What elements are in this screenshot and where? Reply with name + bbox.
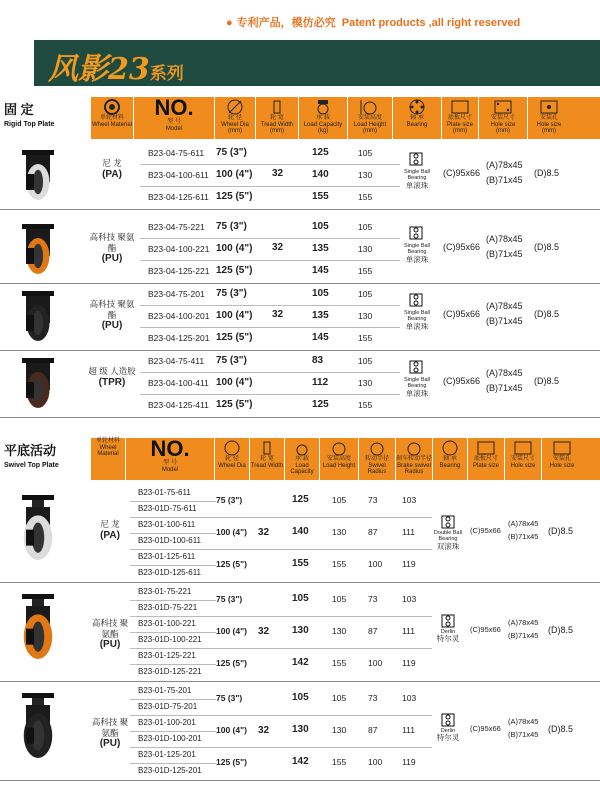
row-divider	[130, 549, 216, 550]
tread-width-icon	[266, 99, 288, 115]
model-number: B23-04-125-221	[148, 266, 210, 276]
material-label	[90, 618, 130, 652]
wheel-diameter: 75 (3")	[216, 221, 247, 232]
load-height: 105	[358, 222, 373, 232]
row-divider	[140, 327, 400, 328]
plate-size-icon	[475, 440, 497, 456]
swivel-radius: 87	[368, 626, 378, 636]
load-capacity: 140	[292, 526, 309, 537]
row-divider	[140, 238, 400, 239]
bearing-en: Single Ball Bearing	[404, 169, 430, 182]
material-name: 高科技 聚氨酯	[89, 299, 135, 320]
load-capacity: 105	[312, 221, 329, 232]
row-divider	[130, 600, 216, 601]
swivel-radius: 87	[368, 725, 378, 735]
row-divider	[130, 763, 216, 764]
swivel-radius: 100	[368, 658, 383, 668]
hole-size-b: (B)71x45	[486, 316, 523, 326]
swivel-header: 平底活动 Swivel Top Plate 单轮材料 Wheel Material NO. 型 号 Model 轮 径 Wheel Dia 轮 宽 Tread Width 承 载 Load Capacity 安装高度 Load Height 转动半径 Swivel Radius 刹车转动半径 Brake swivel Radius 轴 承 Bearing 底板尺寸 Plate size 安装尺寸 Hole size 安装孔 Hole size	[0, 438, 600, 480]
hole-size-a: (A)78x45	[508, 618, 539, 627]
wheel-diameter: 125 (5")	[216, 265, 253, 276]
model-number: B23-04-100-611	[148, 170, 209, 180]
row-divider	[130, 501, 216, 502]
tread-width-icon	[256, 440, 278, 456]
series-title: 风影23系列	[48, 52, 184, 87]
wheel-diameter: 75 (3")	[216, 355, 247, 366]
material-code: (PA)	[100, 529, 120, 541]
bearing-icon	[408, 360, 424, 374]
row-divider	[140, 305, 400, 306]
hole-size-b: (B)71x45	[508, 532, 539, 541]
load-height: 130	[332, 725, 347, 735]
row-divider	[216, 747, 432, 748]
model-number: B23-01D-125-201	[138, 766, 202, 775]
brake-radius: 111	[402, 527, 415, 537]
load-height: 130	[358, 244, 373, 254]
wheel-diameter: 75 (3")	[216, 495, 243, 505]
swivel-radius: 100	[368, 757, 383, 767]
row-divider	[130, 517, 216, 518]
bearing-cn: 双滚珠	[436, 541, 460, 551]
model-number: B23-01-125-221	[138, 651, 196, 660]
load-capacity: 155	[292, 558, 309, 569]
row-divider	[130, 632, 216, 633]
load-height: 155	[358, 400, 373, 410]
swivel-radius: 100	[368, 559, 383, 569]
bearing-icon	[408, 226, 424, 240]
wheel-diameter: 125 (5")	[216, 399, 253, 410]
model-number: B23-04-125-611	[148, 192, 209, 202]
load-height: 155	[358, 333, 373, 343]
material-code: (PA)	[102, 168, 122, 180]
wheel-dia-icon	[224, 99, 246, 115]
tread-width: 32	[272, 168, 284, 179]
bearing-cn: 单滚珠	[405, 180, 429, 190]
row-divider	[216, 648, 432, 649]
row-divider	[130, 664, 216, 665]
caster-image	[8, 691, 68, 763]
swivel-radius: 73	[368, 594, 378, 604]
plate-size: (C)95x66	[443, 309, 481, 319]
load-height: 130	[358, 378, 373, 388]
load-capacity: 112	[312, 377, 329, 388]
row-divider	[140, 164, 400, 165]
hole-size-b: (B)71x45	[486, 175, 523, 185]
load-height: 105	[358, 356, 373, 366]
load-capacity: 105	[312, 288, 329, 299]
bolt-hole: (D)8.5	[548, 526, 574, 536]
bearing-type	[394, 377, 440, 398]
group-divider	[0, 417, 600, 418]
model-number: B23-01D-125-221	[138, 667, 202, 676]
wheel-diameter: 75 (3")	[216, 693, 243, 703]
tread-width: 32	[258, 725, 270, 736]
model-number: B23-04-75-411	[148, 356, 205, 366]
bolt-hole: (D)8.5	[534, 168, 560, 178]
row-divider	[130, 616, 216, 617]
load-icon	[312, 99, 334, 115]
hole-size-a: (A)78x45	[486, 301, 523, 311]
plate-size: (C)95x66	[470, 625, 501, 634]
load-capacity: 125	[292, 494, 309, 505]
model-number: B23-01-100-201	[138, 718, 196, 727]
brake-radius: 103	[402, 495, 417, 505]
hole-size-b: (B)71x45	[486, 249, 523, 259]
swivel-radius: 73	[368, 495, 378, 505]
bearing-en: Derlin	[440, 629, 456, 635]
material-code: (PU)	[99, 738, 121, 750]
bolt-hole-icon	[538, 99, 560, 115]
wheel-material-icon	[101, 99, 123, 115]
group-divider	[0, 283, 600, 284]
load-capacity: 125	[312, 399, 329, 410]
wheel-diameter: 75 (3")	[216, 147, 247, 158]
plate-size: (C)95x66	[443, 242, 481, 252]
plate-size: (C)95x66	[470, 526, 501, 535]
plate-size: (C)95x66	[443, 376, 481, 386]
model-number: B23-01D-100-611	[138, 536, 202, 545]
hole-size-a: (A)78x45	[486, 368, 523, 378]
bolt-hole: (D)8.5	[548, 625, 574, 635]
model-number: B23-04-125-411	[148, 400, 209, 410]
load-capacity: 125	[312, 147, 329, 158]
row-divider	[140, 394, 400, 395]
bearing-en: Derlin	[440, 728, 456, 734]
wheel-dia-icon	[221, 440, 243, 456]
brake-radius: 111	[402, 725, 415, 735]
row-divider	[216, 549, 432, 550]
load-height: 155	[358, 192, 373, 202]
bolt-hole-icon	[551, 440, 573, 456]
model-number: B23-04-75-201	[148, 289, 205, 299]
height-icon	[359, 99, 381, 115]
material-name: 尼 龙	[100, 519, 120, 529]
material-code: (PU)	[99, 639, 121, 651]
wheel-diameter: 100 (4")	[216, 310, 253, 321]
load-height: 155	[332, 658, 347, 668]
wheel-diameter: 125 (5")	[216, 191, 253, 202]
row-divider	[140, 186, 400, 187]
material-name: 高科技 聚氨酯	[91, 717, 129, 738]
bearing-icon	[440, 713, 456, 727]
load-capacity: 155	[312, 191, 329, 202]
bearing-en: Single Ball Bearing	[404, 310, 430, 323]
load-icon	[291, 440, 313, 456]
patent-note: ● 专利产品，模仿必究 Patent products ,all right reserved	[226, 17, 521, 29]
load-capacity: 105	[292, 692, 309, 703]
load-capacity: 130	[292, 625, 309, 636]
hole-size-a: (A)78x45	[486, 234, 523, 244]
wheel-diameter: 100 (4")	[216, 626, 247, 636]
load-height: 105	[358, 148, 373, 158]
plate-size-icon	[449, 99, 471, 115]
rigid-header: 固 定 Rigid Top Plate 单轮材料 Wheel Material NO. 型 号 Model 轮 径 Wheel Dia (mm) 轮 宽 Tread Width (mm) 承 载 Load Capacity (kg) 安装高度 Load Height (mm) 轴 承 Bearing 底板尺寸 Plate size (mm) 安装尺寸 Hole size (mm) 安装孔 Hole size (mm)	[0, 97, 600, 139]
hole-size-icon	[512, 440, 534, 456]
bearing-type	[394, 310, 440, 331]
material-label	[88, 366, 136, 389]
bearing-type	[426, 728, 470, 743]
model-number: B23-04-125-201	[148, 333, 210, 343]
load-height: 130	[358, 311, 373, 321]
row-divider	[130, 747, 216, 748]
bearing-icon	[439, 440, 461, 456]
group-divider	[0, 681, 600, 682]
brake-radius: 119	[402, 757, 416, 767]
caster-image	[8, 493, 68, 565]
caster-image	[8, 592, 68, 664]
material-code: (PU)	[101, 320, 123, 332]
group-divider	[0, 350, 600, 351]
hole-size-a: (A)78x45	[486, 160, 523, 170]
load-capacity: 140	[312, 169, 329, 180]
bearing-cn: 特尔灵	[436, 733, 460, 743]
material-label	[88, 158, 136, 181]
bearing-icon	[440, 614, 456, 628]
brake-radius: 119	[402, 559, 416, 569]
row-divider	[216, 616, 432, 617]
row-divider	[216, 517, 432, 518]
row-divider	[130, 565, 216, 566]
model-number: B23-01D-75-201	[138, 702, 198, 711]
bearing-type	[426, 530, 470, 551]
row-divider	[216, 715, 432, 716]
bearing-en: Single Ball Bearing	[404, 243, 430, 256]
load-height: 130	[358, 170, 373, 180]
wheel-diameter: 125 (5")	[216, 559, 247, 569]
tread-width: 32	[272, 242, 284, 253]
load-height: 155	[332, 559, 347, 569]
hole-size-b: (B)71x45	[508, 730, 539, 739]
bearing-type	[394, 169, 440, 190]
model-number: B23-01-125-201	[138, 750, 196, 759]
material-label	[88, 232, 136, 266]
model-number: B23-01D-75-611	[138, 504, 197, 513]
wheel-diameter: 125 (5")	[216, 332, 253, 343]
model-number: B23-01-100-611	[138, 520, 196, 529]
load-height: 130	[332, 527, 347, 537]
bearing-type	[426, 629, 470, 644]
wheel-diameter: 100 (4")	[216, 725, 247, 735]
wheel-diameter: 125 (5")	[216, 658, 247, 668]
wheel-diameter: 100 (4")	[216, 377, 253, 388]
model-number: B23-04-75-221	[148, 222, 205, 232]
brake-radius-icon	[403, 440, 425, 456]
row-divider	[130, 715, 216, 716]
load-height: 105	[332, 594, 347, 604]
group-divider	[0, 780, 600, 781]
load-height: 105	[332, 693, 347, 703]
bolt-hole: (D)8.5	[534, 376, 560, 386]
caster-image	[8, 220, 68, 278]
load-height: 130	[332, 626, 347, 636]
model-number: B23-04-100-221	[148, 244, 210, 254]
wheel-diameter: 75 (3")	[216, 594, 243, 604]
hole-size-a: (A)78x45	[508, 717, 539, 726]
bearing-icon	[440, 515, 456, 529]
load-capacity: 105	[292, 593, 309, 604]
material-name: 高科技 聚氨酯	[91, 618, 129, 639]
load-capacity: 142	[292, 756, 309, 767]
model-number: B23-01D-125-611	[138, 568, 202, 577]
bearing-cn: 特尔灵	[436, 634, 460, 644]
load-height: 105	[332, 495, 347, 505]
bearing-icon	[408, 152, 424, 166]
material-label	[90, 717, 130, 751]
wheel-diameter: 125 (5")	[216, 757, 247, 767]
swivel-radius: 87	[368, 527, 378, 537]
swivel-radius-icon	[366, 440, 388, 456]
bearing-en: Single Ball Bearing	[404, 377, 430, 390]
load-height: 105	[358, 289, 373, 299]
bolt-hole: (D)8.5	[534, 242, 560, 252]
load-capacity: 142	[292, 657, 309, 668]
brake-radius: 103	[402, 693, 417, 703]
bearing-cn: 单滚珠	[405, 321, 429, 331]
model-number: B23-01-125-611	[138, 552, 196, 561]
group-divider	[0, 582, 600, 583]
bearing-cn: 单滚珠	[405, 254, 429, 264]
model-number: B23-04-75-611	[148, 148, 205, 158]
plate-size: (C)95x66	[470, 724, 501, 733]
swivel-radius: 73	[368, 693, 378, 703]
wheel-diameter: 100 (4")	[216, 169, 253, 180]
hole-size-b: (B)71x45	[486, 383, 523, 393]
row-divider	[130, 699, 216, 700]
material-code: (TPR)	[98, 376, 126, 388]
bearing-en: Double Ball Bearing	[433, 530, 463, 543]
tread-width: 32	[272, 309, 284, 320]
bolt-hole: (D)8.5	[548, 724, 574, 734]
load-capacity: 145	[312, 332, 329, 343]
plate-size: (C)95x66	[443, 168, 481, 178]
load-capacity: 83	[312, 355, 324, 366]
brake-radius: 119	[402, 658, 416, 668]
series-banner	[34, 40, 600, 86]
material-name: 尼 龙	[102, 158, 122, 168]
row-divider	[130, 648, 216, 649]
material-label	[88, 299, 136, 333]
row-divider	[130, 533, 216, 534]
material-label	[90, 519, 130, 542]
material-name: 高科技 聚氨酯	[89, 232, 135, 253]
wheel-diameter: 100 (4")	[216, 243, 253, 254]
model-number: B23-04-100-201	[148, 311, 210, 321]
row-divider	[140, 372, 400, 373]
bearing-icon	[408, 293, 424, 307]
hole-size-a: (A)78x45	[508, 519, 539, 528]
hole-size-icon	[492, 99, 514, 115]
material-name: 超 级 人造胶	[88, 366, 136, 376]
bearing-cn: 单滚珠	[405, 388, 429, 398]
model-number: B23-01-75-221	[138, 587, 192, 596]
row-divider	[140, 260, 400, 261]
group-divider	[0, 209, 600, 210]
load-height: 155	[332, 757, 347, 767]
wheel-diameter: 100 (4")	[216, 527, 247, 537]
caster-image	[8, 354, 68, 412]
tread-width: 32	[258, 527, 270, 538]
load-capacity: 130	[292, 724, 309, 735]
caster-image	[8, 146, 68, 204]
load-height: 155	[358, 266, 373, 276]
brake-radius: 103	[402, 594, 417, 604]
height-icon	[328, 440, 350, 456]
bearing-icon	[406, 99, 428, 115]
caster-image	[8, 287, 68, 345]
wheel-diameter: 75 (3")	[216, 288, 247, 299]
load-capacity: 135	[312, 243, 329, 254]
model-number: B23-01-100-221	[138, 619, 196, 628]
model-number: B23-01D-100-221	[138, 635, 202, 644]
model-number: B23-01-75-611	[138, 488, 191, 497]
load-capacity: 135	[312, 310, 329, 321]
bolt-hole: (D)8.5	[534, 309, 560, 319]
tread-width: 32	[258, 626, 270, 637]
bearing-type	[394, 243, 440, 264]
brake-radius: 111	[402, 626, 415, 636]
hole-size-b: (B)71x45	[508, 631, 539, 640]
model-number: B23-04-100-411	[148, 378, 209, 388]
load-capacity: 145	[312, 265, 329, 276]
model-number: B23-01-75-201	[138, 686, 192, 695]
model-number: B23-01D-100-201	[138, 734, 202, 743]
row-divider	[130, 731, 216, 732]
material-code: (PU)	[101, 253, 123, 265]
model-number: B23-01D-75-221	[138, 603, 198, 612]
